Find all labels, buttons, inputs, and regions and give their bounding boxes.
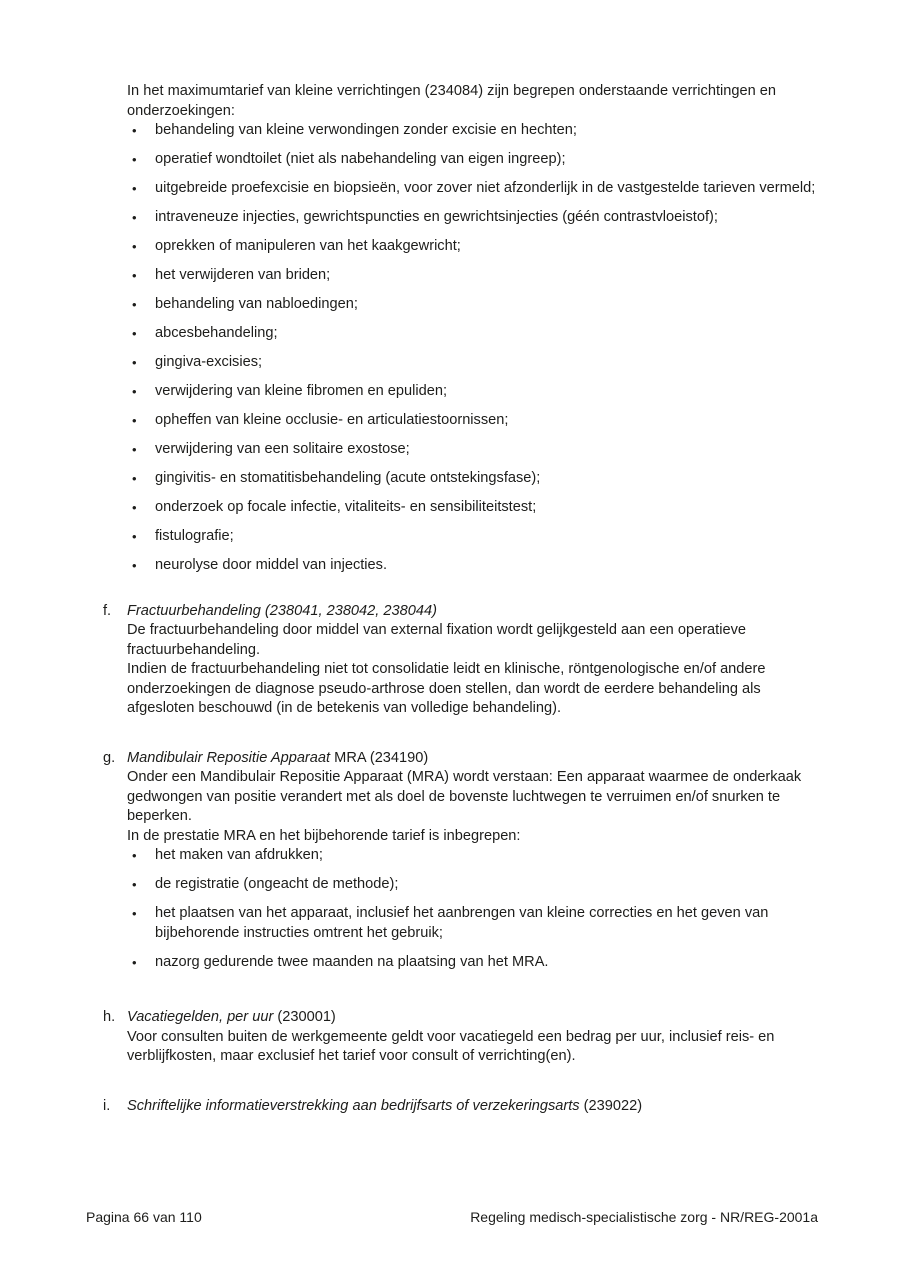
list-item: • abcesbehandeling; — [127, 324, 818, 344]
list-item: • het plaatsen van het apparaat, inclusief het aanbrengen van kleine correcties en het geven van bijbehorende instructies omtrent het gebruik; — [127, 904, 818, 943]
section-h — [103, 1008, 818, 1067]
list-item: • behandeling van nabloedingen; — [127, 295, 818, 315]
page-number: Pagina 66 van 110 — [86, 1209, 202, 1225]
list-item: • onderzoek op focale infectie, vitaliteits- en sensibiliteitstest; — [127, 498, 818, 518]
section-code: MRA (234190) — [334, 749, 429, 766]
list-item: • verwijdering van kleine fibromen en epuliden; — [127, 382, 818, 402]
section-label: f. — [103, 602, 112, 619]
section-code: (239022) — [583, 1097, 643, 1114]
list-item: • gingiva-excisies; — [127, 353, 818, 373]
list-item: • oprekken of manipuleren van het kaakgewricht; — [127, 237, 818, 257]
list-item: • fistulografie; — [127, 527, 818, 547]
intro-paragraph: In het maximumtarief van kleine verrichtingen (234084) zijn begrepen onderstaande verrichtingen en onderzoekingen: — [127, 83, 776, 119]
section-title: Schriftelijke informatieverstrekking aan bedrijfsarts of verzekeringsarts — [127, 1097, 580, 1114]
section-paragraph: De fractuurbehandeling door middel van external fixation wordt gelijkgesteld aan een operatieve fractuurbehandeling. — [127, 622, 747, 658]
section-label: h. — [103, 1009, 116, 1025]
section-title: Vacatiegelden, per uur — [127, 1009, 274, 1025]
section-g — [103, 749, 818, 973]
section-paragraph: In de prestatie MRA en het bijbehorende tarief is inbegrepen: — [127, 827, 521, 844]
section-title: Fractuurbehandeling (238041, 238042, 238044) — [127, 602, 437, 619]
procedures-bullet-list — [127, 121, 818, 576]
page-footer — [86, 1207, 818, 1227]
section-paragraph: Indien de fractuurbehandeling niet tot consolidatie leidt en klinische, röntgenologische en/of andere onderzoekingen de diagnose pseudo-arthrose doen stellen, dan wordt de eerdere behandeling als afgesloten beschouwd (in de betekenis van volledige behandeling). — [127, 661, 766, 716]
list-item: • intraveneuze injecties, gewrichtspuncties en gewrichtsinjecties (géén contrastvloeistof); — [127, 208, 818, 228]
list-item: • behandeling van kleine verwondingen zonder excisie en hechten; — [127, 121, 818, 141]
section-heading — [127, 1008, 818, 1028]
list-item: • verwijdering van een solitaire exostose; — [127, 440, 818, 460]
list-item: • het verwijderen van briden; — [127, 266, 818, 286]
document-reference: Regeling medisch-specialistische zorg - NR/REG-2001a — [470, 1209, 818, 1225]
section-heading — [127, 602, 818, 622]
section-code: (230001) — [277, 1009, 336, 1025]
section-heading — [127, 1097, 818, 1117]
list-item: • de registratie (ongeacht de methode); — [127, 875, 818, 895]
mra-bullet-list — [127, 846, 818, 972]
section-paragraph: Voor consulten buiten de werkgemeente geldt voor vacatiegeld een bedrag per uur, inclusief reis- en verblijfkosten, maar exclusief het tarief voor consult of verrichting(en). — [127, 1028, 775, 1064]
section-i — [103, 1097, 818, 1117]
section-label: g. — [103, 749, 116, 766]
list-item: • uitgebreide proefexcisie en biopsieën, voor zover niet afzonderlijk in de vastgestelde tarieven vermeld; — [127, 179, 818, 199]
list-item: • operatief wondtoilet (niet als nabehandeling van eigen ingreep); — [127, 150, 818, 170]
list-item: • gingivitis- en stomatitisbehandeling (acute ontstekingsfase); — [127, 469, 818, 489]
section-heading — [127, 749, 818, 769]
list-item: • nazorg gedurende twee maanden na plaatsing van het MRA. — [127, 953, 818, 973]
section-label: i. — [103, 1097, 111, 1114]
section-paragraph: Onder een Mandibulair Repositie Apparaat (MRA) wordt verstaan: Een apparaat waarmee de onderkaak gedwongen van positie verandert met als doel de bovenste luchtwegen te verruimen en/of snurken te beperken. — [127, 769, 802, 824]
section-title: Mandibulair Repositie Apparaat — [127, 749, 331, 766]
page-content — [103, 82, 818, 1116]
section-f — [103, 602, 818, 719]
list-item: • het maken van afdrukken; — [127, 846, 818, 866]
list-item: • opheffen van kleine occlusie- en articulatiestoornissen; — [127, 411, 818, 431]
list-item: • neurolyse door middel van injecties. — [127, 556, 818, 576]
